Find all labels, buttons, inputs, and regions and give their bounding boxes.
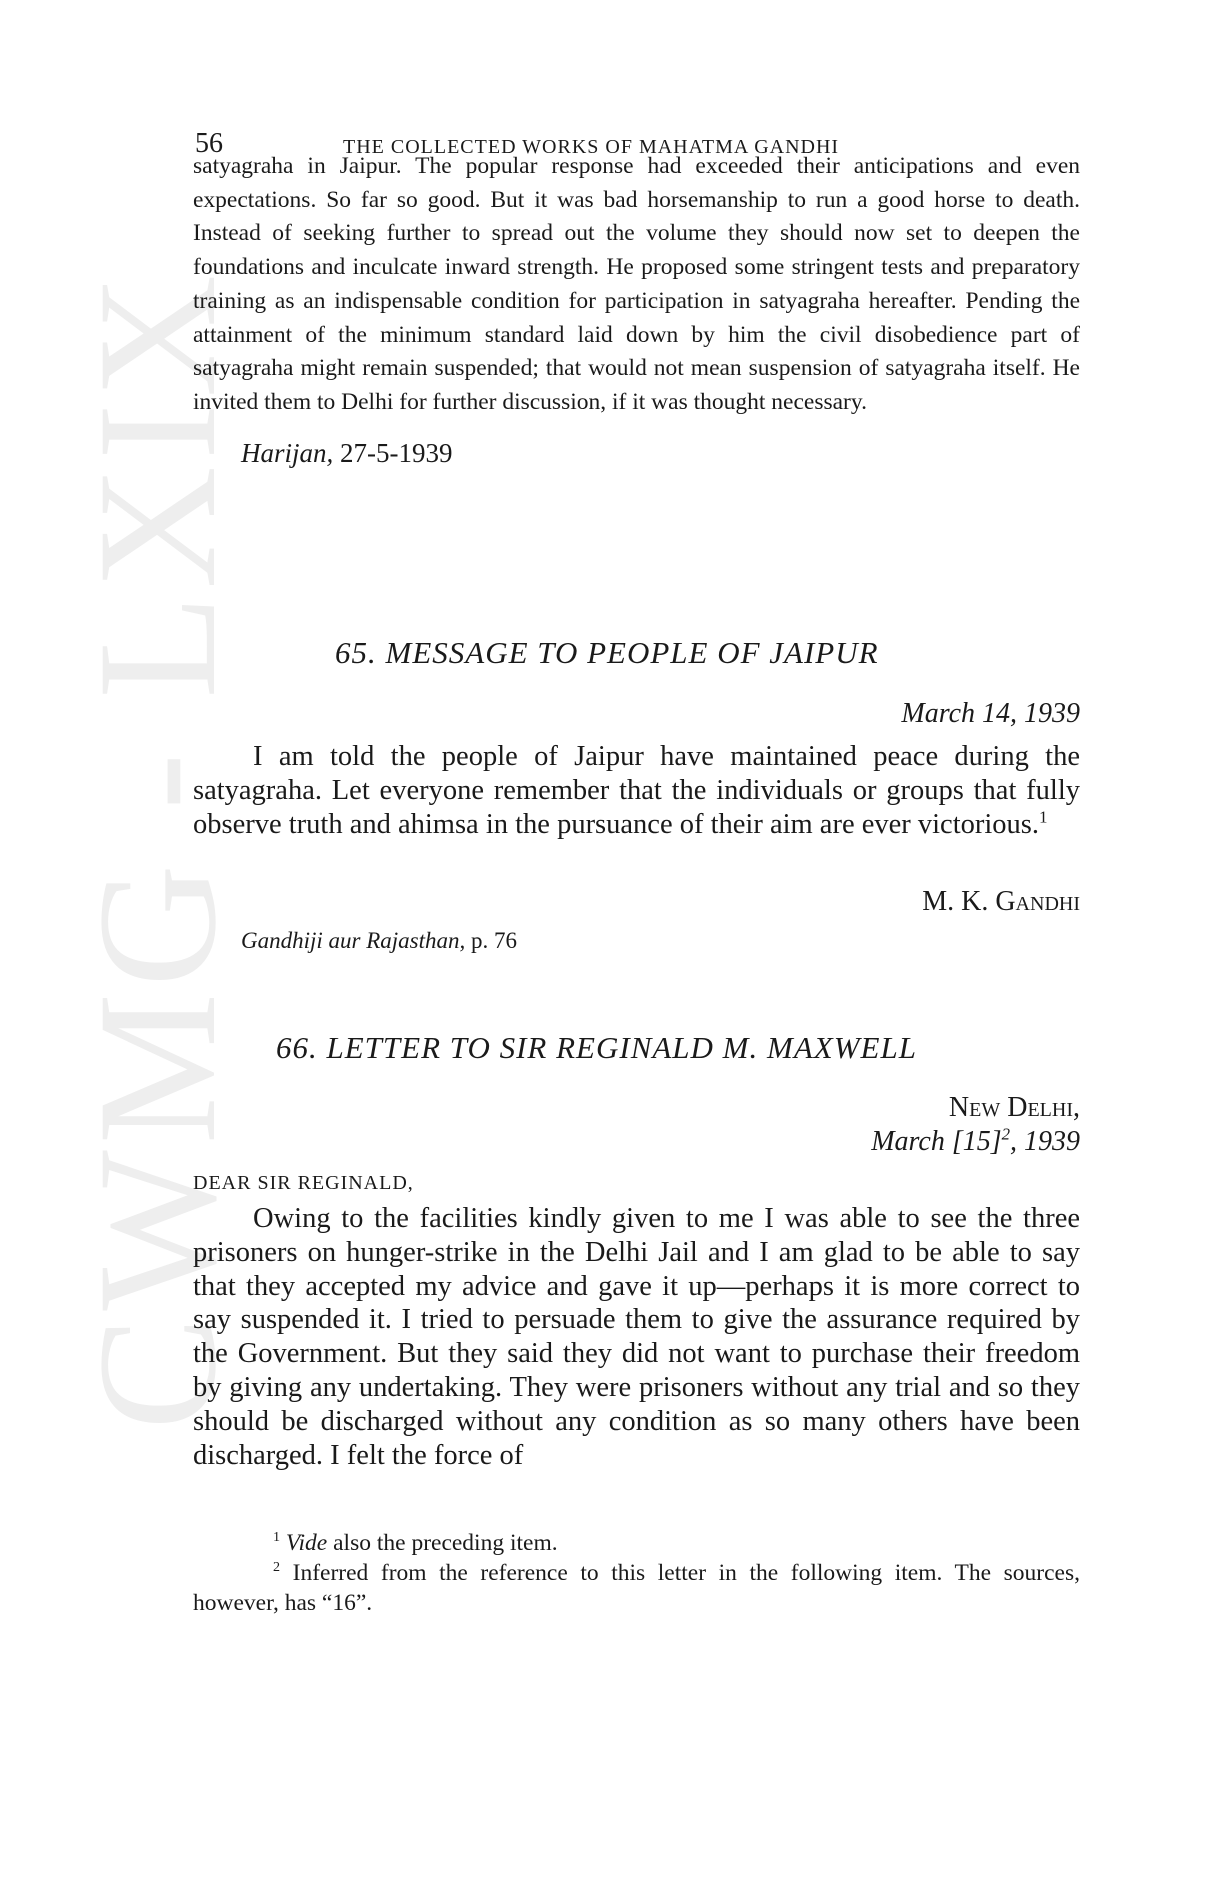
source-65-page: p. 76	[471, 928, 518, 953]
footnote-1-marker: 1	[273, 1529, 281, 1546]
section-65-signature: M. K. Gandhi	[922, 886, 1080, 917]
watermark: CWMG - LXIX	[63, 268, 251, 1430]
footnote-1-lead: Vide	[285, 1530, 328, 1556]
section-66-date-suffix: , 1939	[1010, 1126, 1080, 1157]
section-66-place: New Delhi,	[948, 1092, 1080, 1123]
section-65-body-text: I am told the people of Jaipur have maintained peace during the satyagraha. Let everyone remember that the individuals or groups that fully observe truth and ahimsa in the pursuance of their aim are ever victorious.	[193, 741, 1080, 840]
section-66-date	[871, 1126, 1080, 1158]
salutation: DEAR SIR REGINALD,	[193, 1172, 414, 1194]
section-65-body	[193, 740, 1080, 841]
footnote-2-text: Inferred from the reference to this letter in the following item. The sources, however, has “16”.	[193, 1560, 1080, 1616]
footnote-2	[193, 1558, 1080, 1618]
source-date: 27-5-1939	[340, 438, 453, 468]
source-citation-65	[241, 928, 517, 954]
footnote-ref-1: 1	[1039, 807, 1048, 827]
section-65-date: March 14, 1939	[901, 698, 1080, 729]
footnote-1	[193, 1528, 1080, 1558]
section-65-title: 65. MESSAGE TO PEOPLE OF JAIPUR	[335, 635, 879, 670]
source-publication: Harijan,	[241, 438, 334, 468]
section-66-date-prefix: March [15]	[871, 1126, 1002, 1157]
section-66-title: 66. LETTER TO SIR REGINALD M. MAXWELL	[276, 1030, 917, 1065]
footnote-2-marker: 2	[273, 1559, 281, 1576]
footnote-1-text: also the preceding item.	[327, 1530, 558, 1556]
footnotes	[193, 1528, 1080, 1618]
footnote-ref-2: 2	[1001, 1124, 1010, 1144]
section-66-body: Owing to the facilities kindly given to me I was able to see the three prisoners on hunger-strike in the Delhi Jail and I am glad to be able to say that they accepted my advice and gave it up—perhaps it is more correct to say suspended it. I tried to persuade them to give the assurance required by the Government. But they said they did not want to purchase their freedom by giving any undertaking. They were prisoners without any trial and so they should be discharged without any condition as so many others have been discharged. I felt the force of	[193, 1203, 1080, 1471]
source-citation-1	[241, 438, 453, 469]
page-number: 56	[195, 128, 223, 159]
continued-paragraph: satyagraha in Jaipur. The popular response had exceeded their anticipations and even expectations. So far so good. But it was bad horsemanship to run a good horse to death. Instead of seeking further to spread out the volume they should now set to deepen the foundations and inculcate inward strength. He proposed some stringent tests and preparatory training as an indispensable condition for participation in satyagraha hereafter. Pending the attainment of the minimum standard laid down by him the civil disobedience part of satyagraha might remain suspended; that would not mean suspension of satyagraha itself. He invited them to Delhi for further discussion, if it was thought necessary.	[193, 153, 1080, 415]
source-65-title: Gandhiji aur Rajasthan,	[241, 928, 466, 953]
running-title: THE COLLECTED WORKS OF MAHATMA GANDHI	[343, 136, 840, 158]
